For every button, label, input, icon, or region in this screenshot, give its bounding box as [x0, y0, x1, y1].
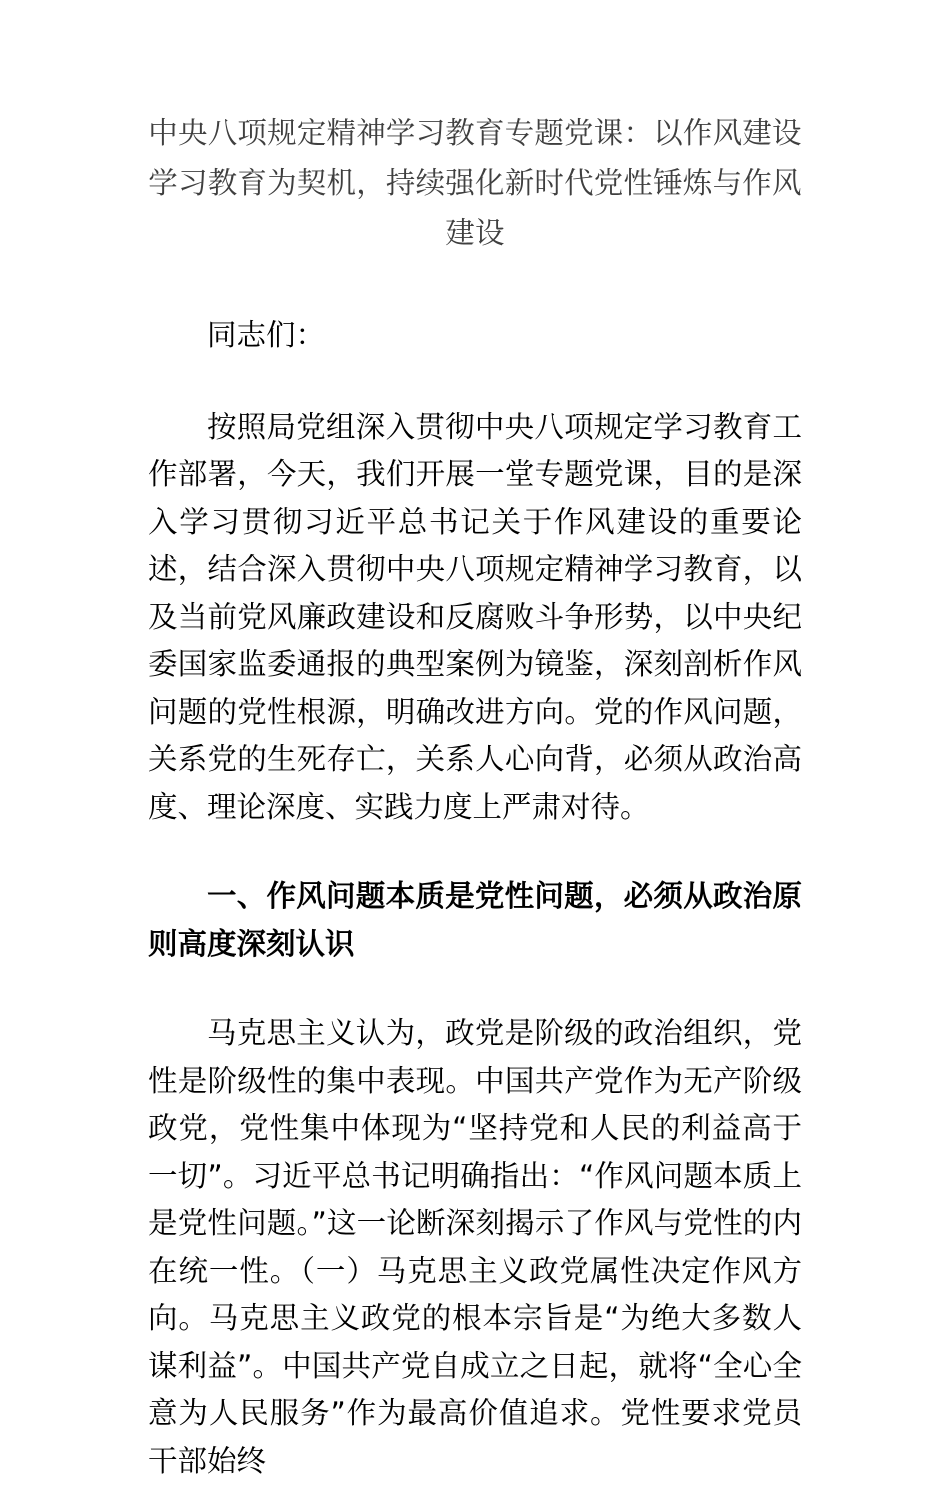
- salutation: 同志们：: [207, 318, 326, 352]
- paragraph-intro: 按照局党组深入贯彻中央八项规定学习教育工作部署，今天，我们开展一堂专题党课，目的是深入学习贯彻习近平总书记关于作风建设的重要论述，结合深入贯彻中央八项规定精神学习教育，以及当前党风廉政建设和反腐败斗争形势，以中央纪委国家监委通报的典型案例为镜鉴，深刻剖析作风问题的党性根源，明确改进方向。党的作风问题，关系党的生死存亡，关系人心向背，必须从政治高度、理论深度、实践力度上严肃对待。: [148, 409, 802, 824]
- paragraph-section-one-body: 马克思主义认为，政党是阶级的政治组织，党性是阶级性的集中表现。中国共产党作为无产阶级政党，党性集中体现为“坚持党和人民的利益高于一切”。习近平总书记明确指出：“作风问题本质上是党性问题。”这一论断深刻揭示了作风与党性的内在统一性。（一）马克思主义政党属性决定作风方向。马克思主义政党的根本宗旨是“为绝大多数人谋利益”。中国共产党自成立之日起，就将“全心全意为人民服务”作为最高价值追求。党性要求党员干部始终: [148, 1016, 802, 1478]
- paragraph-spacer-1: [148, 831, 802, 873]
- page-title: 中央八项规定精神学习教育专题党课：以作风建设学习教育为契机，持续强化新时代党性锤炼与作风建设: [148, 116, 802, 250]
- section-heading-one: 一、作风问题本质是党性问题，必须从政治原则高度深刻认识: [148, 879, 802, 961]
- title-body-spacer: [148, 258, 802, 312]
- paragraph-spacer-2: [148, 968, 802, 1010]
- document-content: [148, 0, 802, 1485]
- salutation-spacer: [148, 360, 802, 404]
